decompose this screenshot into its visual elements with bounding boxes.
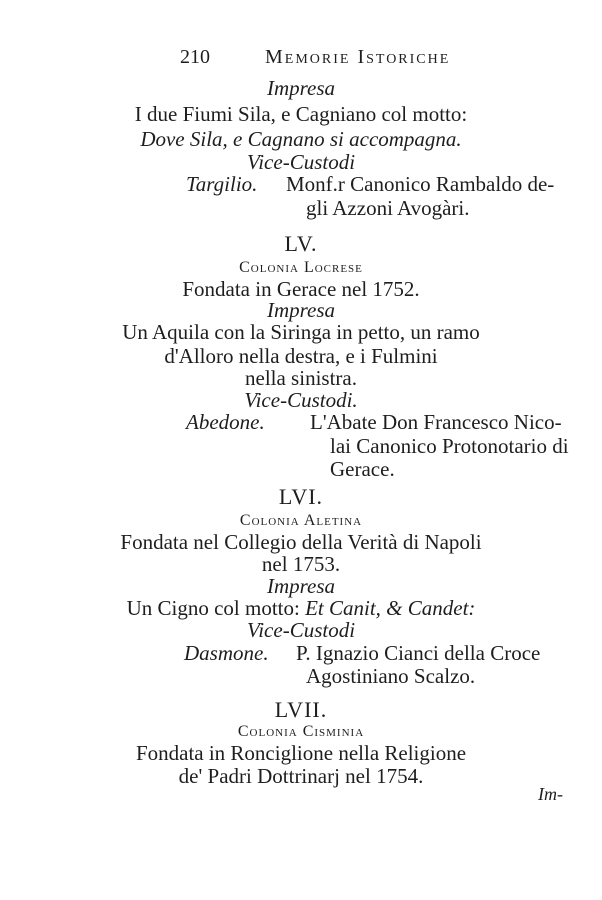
- impresa-heading: Impresa: [266, 574, 336, 598]
- impresa-text: nella sinistra.: [245, 366, 357, 390]
- running-title: Memorie Istoriche: [265, 46, 451, 68]
- colony-name: Colonia Aletina: [239, 512, 363, 529]
- vice-custode-desc: lai Canonico Protonotario di: [330, 434, 569, 458]
- impresa-heading: Impresa: [266, 298, 336, 322]
- impresa-line: [0, 596, 602, 620]
- vice-custode-name: Dasmone.: [184, 641, 269, 665]
- colony-numeral: LV.: [284, 231, 318, 256]
- vice-custode-name: Targilio.: [186, 172, 258, 196]
- vice-custodi-heading: Vice-Custodi.: [244, 388, 358, 412]
- colony-name: Colonia Cisminia: [237, 723, 365, 740]
- impresa-text: Un Cigno col motto:: [126, 596, 300, 620]
- vice-custodi-heading: Vice-Custodi: [246, 150, 356, 174]
- vice-custode-desc: Gerace.: [330, 457, 395, 481]
- impresa-motto: Et Canit, & Candet:: [305, 596, 476, 620]
- catchword: Im-: [538, 784, 563, 804]
- vice-custode-desc: L'Abate Don Francesco Nico-: [310, 410, 562, 434]
- vice-custode-desc: gli Azzoni Avogàri.: [306, 196, 470, 220]
- impresa-text: Un Aquila con la Siringa in petto, un ramo: [122, 320, 480, 344]
- vice-custode-desc: Agostiniano Scalzo.: [306, 664, 476, 688]
- vice-custode-name: Abedone.: [186, 410, 265, 434]
- colony-founded: de' Padri Dottrinarj nel 1754.: [178, 764, 424, 788]
- colony-founded: nel 1753.: [261, 552, 341, 576]
- page-number: 210: [180, 46, 210, 68]
- impresa-text: I due Fiumi Sila, e Cagniano col motto:: [134, 102, 468, 126]
- colony-founded: Fondata nel Collegio della Verità di Napoli: [120, 530, 482, 554]
- impresa-motto: Dove Sila, e Cagnano si accompagna.: [140, 127, 462, 151]
- impresa-heading: Impresa: [266, 76, 336, 100]
- colony-numeral: LVI.: [278, 484, 324, 509]
- colony-founded: Fondata in Ronciglione nella Religione: [135, 741, 467, 765]
- colony-founded: Fondata in Gerace nel 1752.: [182, 277, 420, 301]
- vice-custode-desc: P. Ignazio Cianci della Croce: [296, 641, 541, 665]
- colony-name: Colonia Locrese: [239, 259, 363, 276]
- vice-custodi-heading: Vice-Custodi: [246, 618, 356, 642]
- impresa-text: d'Alloro nella destra, e i Fulmini: [164, 344, 438, 368]
- vice-custode-desc: Monf.r Canonico Rambaldo de-: [286, 172, 555, 196]
- colony-numeral: LVII.: [274, 697, 328, 722]
